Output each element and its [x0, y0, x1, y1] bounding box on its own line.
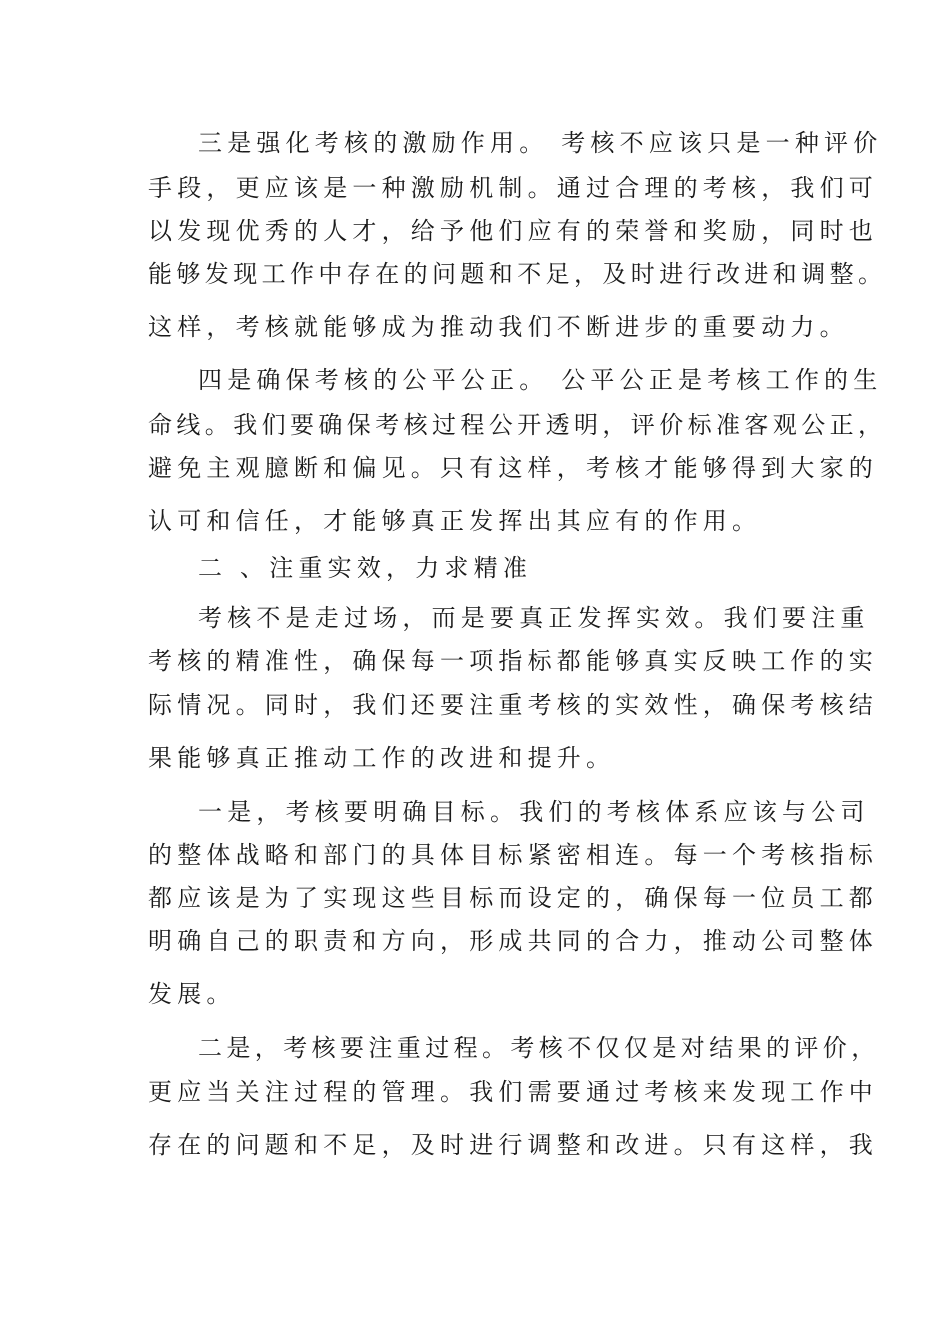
text-line: 存在的问题和不足，及时进行调整和改进。只有这样，我 [148, 1131, 878, 1159]
text-line: 明确自己的职责和方向，形成共同的合力，推动公司整体 [148, 927, 878, 955]
text-line: 更应当关注过程的管理。我们需要通过考核来发现工作中 [148, 1078, 878, 1106]
text-line: 二是，考核要注重过程。考核不仅仅是对结果的评价， [198, 1034, 880, 1062]
text-line: 认可和信任，才能够真正发挥出其应有的作用。 [148, 507, 762, 535]
text-line: 际情况。同时，我们还要注重考核的实效性，确保考核结 [148, 691, 878, 719]
paragraph-4-heading-line: 四是确保考核的公平公正。 公平公正是考核工作的生 [198, 366, 883, 394]
text-line: 避免主观臆断和偏见。只有这样，考核才能够得到大家的 [148, 454, 878, 482]
text-line: 考核不是走过场，而是要真正发挥实效。我们要注重 [198, 604, 870, 632]
text-line: 的整体战略和部门的具体目标紧密相连。每一个考核指标 [148, 841, 878, 869]
text-line: 考核的精准性，确保每一项指标都能够真实反映工作的实 [148, 647, 878, 675]
text-line: 命线。我们要确保考核过程公开透明，评价标准客观公正， [148, 411, 887, 439]
text-line: 一是，考核要明确目标。我们的考核体系应该与公司 [198, 798, 870, 826]
text-line: 发展。 [148, 980, 236, 1008]
text-line: 都应该是为了实现这些目标而设定的，确保每一位员工都 [148, 884, 878, 912]
text-line: 手段，更应该是一种激励机制。通过合理的考核，我们可 [148, 174, 878, 202]
text-line: 这样，考核就能够成为推动我们不断进步的重要动力。 [148, 313, 849, 341]
text-line: 能够发现工作中存在的问题和不足，及时进行改进和调整。 [148, 260, 887, 288]
section-heading: 二 、注重实效，力求精准 [198, 554, 533, 582]
paragraph-3-heading-line: 三是强化考核的激励作用。 考核不应该只是一种评价 [198, 129, 883, 157]
text-line: 以发现优秀的人才，给予他们应有的荣誉和奖励，同时也 [148, 217, 878, 245]
text-line: 果能够真正推动工作的改进和提升。 [148, 744, 616, 772]
